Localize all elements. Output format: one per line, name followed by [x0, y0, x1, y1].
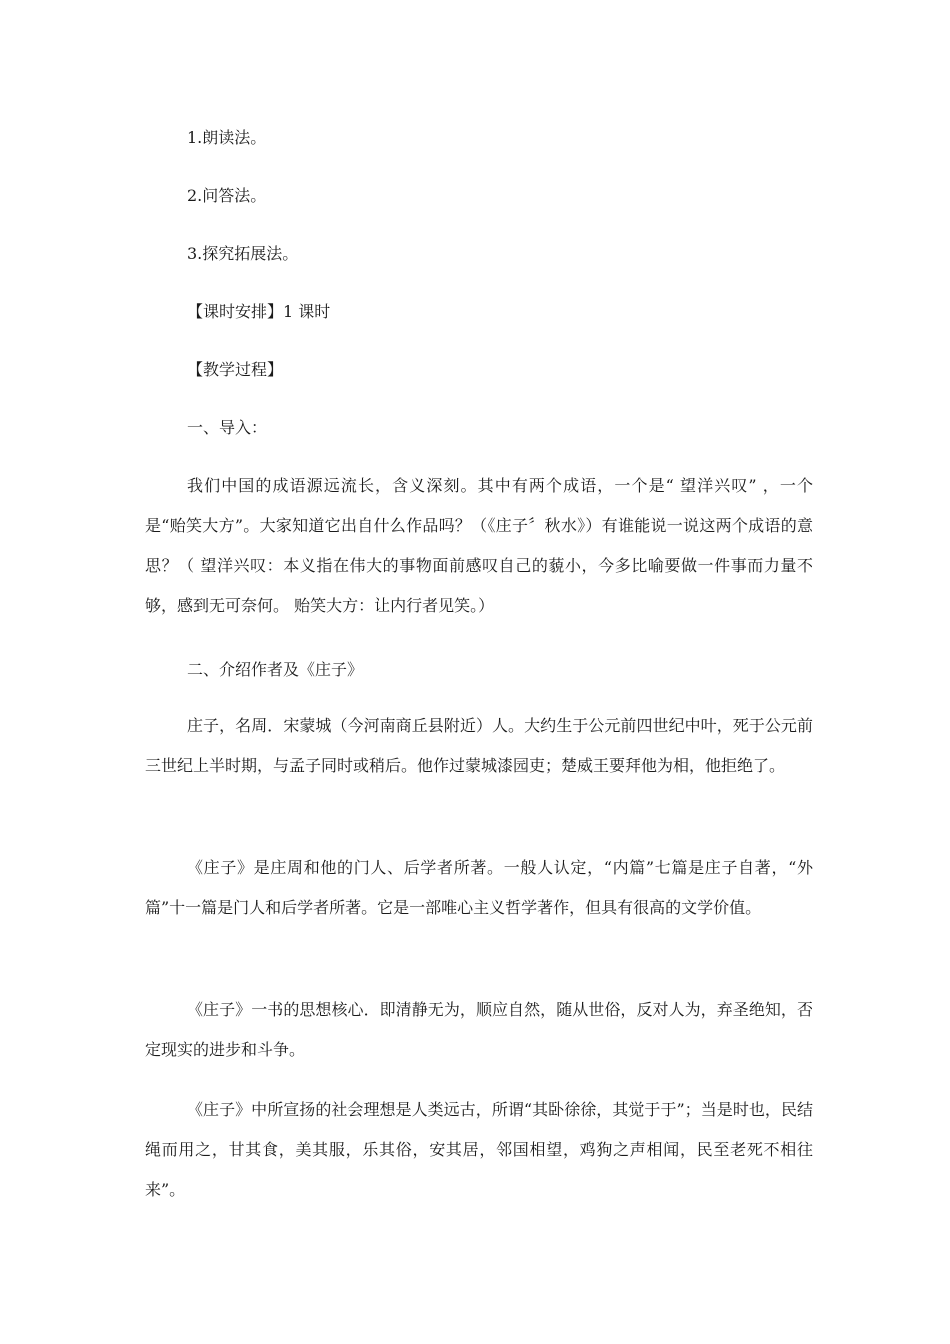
- section-author-heading: 二、介绍作者及《庄子》: [187, 660, 364, 679]
- method-item-qa: 2.问答法。: [187, 186, 267, 205]
- method-item-reading: 1.朗读法。: [187, 128, 267, 147]
- social-ideal-paragraph: 《庄子》中所宣扬的社会理想是人类远古，所谓“其卧徐徐，其觉于于”；当是时也，民结绳而用之，甘其食，美其服，乐其俗，安其居，邻国相望，鸡狗之声相闻，民至老死不相往来”。: [145, 1100, 813, 1199]
- schedule-heading: 【课时安排】1 课时: [187, 302, 331, 321]
- author-paragraph: 庄子，名周．宋蒙城（今河南商丘县附近）人。大约生于公元前四世纪中叶，死于公元前三世纪上半时期，与孟子同时或稍后。他作过蒙城漆园吏；楚威王要拜他为相，他拒绝了。: [145, 716, 813, 775]
- process-heading: 【教学过程】: [187, 360, 284, 379]
- intro-paragraph: 我们中国的成语源远流长，含义深刻。其中有两个成语，一个是“ 望洋兴叹” ，一个是“贻笑大方”。大家知道它出自什么作品吗？（《庄子〞秋水》）有谁能说一说这两个成语的意思？（ 望洋兴叹：本义指在伟大的事物面前感叹自己的藐小，今多比喻要做一件事而力量不够，感到无可奈何。 贻笑大方：让内行者见笑。）: [145, 476, 813, 615]
- method-item-explore: 3.探究拓展法。: [187, 244, 299, 263]
- book-paragraph: 《庄子》是庄周和他的门人、后学者所著。一般人认定，“内篇”七篇是庄子自著，“外篇”十一篇是门人和后学者所著。它是一部唯心主义哲学著作，但具有很高的文学价值。: [145, 858, 813, 917]
- section-intro-heading: 一、导入：: [187, 418, 268, 437]
- core-thought-paragraph: 《庄子》一书的思想核心．即清静无为，顺应自然，随从世俗，反对人为，弃圣绝知，否定现实的进步和斗争。: [145, 1000, 813, 1059]
